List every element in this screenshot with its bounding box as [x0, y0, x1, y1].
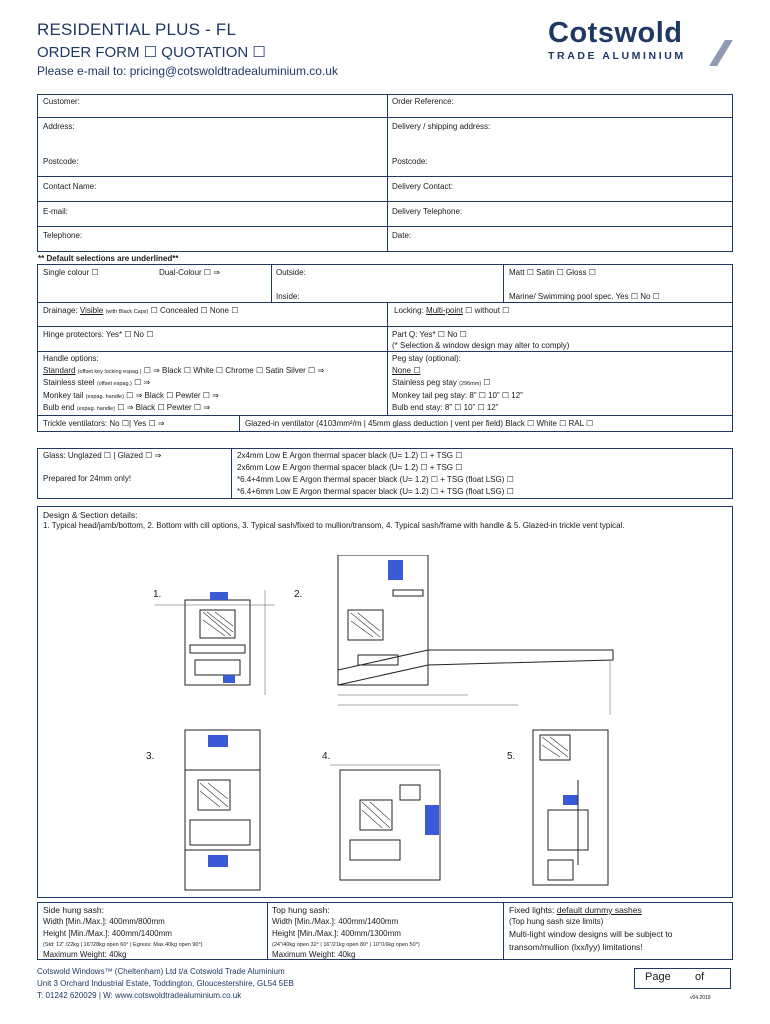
postcode-field[interactable]: Postcode:: [43, 157, 79, 166]
form-subtitle: ORDER FORM ☐ QUOTATION ☐: [37, 44, 266, 61]
fixed-lights-title: Fixed lights: default dummy sashes: [509, 905, 642, 915]
locking-options[interactable]: Locking: Multi-point ☐ without ☐: [394, 306, 510, 315]
handle-stainless-option[interactable]: Stainless steel (offset espag.) ☐ ⇒: [43, 378, 151, 387]
hinge-protectors-option[interactable]: Hinge protectors: Yes* ☐ No ☐: [43, 330, 154, 339]
company-logo-text: Cotswold: [548, 17, 683, 49]
side-hung-note: (Std: 12” /22kg | 16”/28kg open 60° | Egress: Max.40kg open 90°): [43, 942, 203, 948]
part-q-option[interactable]: Part Q: Yes* ☐ No ☐: [392, 330, 467, 339]
section-drawing-5: [518, 725, 618, 890]
delivery-postcode-field[interactable]: Postcode:: [392, 157, 428, 166]
address-field[interactable]: Address:: [43, 122, 75, 131]
side-hung-title: Side hung sash:: [43, 905, 104, 915]
glass-spec-2[interactable]: 2x6mm Low E Argon thermal spacer black (U= 1.2) ☐ + TSG ☐: [237, 463, 463, 472]
page-of-label: of: [695, 971, 705, 983]
top-hung-weight: Maximum Weight: 40kg: [272, 950, 356, 959]
contact-name-field[interactable]: Contact Name:: [43, 182, 97, 191]
glazed-vent-option[interactable]: Glazed-in ventilator (4103mm²/m | 45mm glass deduction | vent per field) Black ☐ White ☐ RAL ☐: [245, 419, 594, 428]
footer-address: Unit 3 Orchard Industrial Estate, Toddington, Gloucestershire, GL54 5EB: [37, 979, 294, 988]
email-field[interactable]: E-mail:: [43, 207, 68, 216]
telephone-field[interactable]: Telephone:: [43, 231, 83, 240]
peg-bulb-option[interactable]: Bulb end stay: 8” ☐ 10” ☐ 12”: [392, 403, 499, 412]
dual-colour-option[interactable]: Dual-Colour ☐ ⇒: [159, 268, 221, 277]
trickle-vent-option[interactable]: Trickle ventilators: No ☐| Yes ☐ ⇒: [43, 419, 165, 428]
fixed-lights-line3: transom/mullion (lxx/lyy) limitations!: [509, 942, 643, 952]
glass-spec-3[interactable]: *6.4+4mm Low E Argon thermal spacer black (U= 1.2) ☐ + TSG (float LSG) ☐: [237, 475, 514, 484]
customer-field[interactable]: Customer:: [43, 97, 80, 106]
handle-standard-option[interactable]: Standard (offset key locking espag.) ☐ ⇒ Black ☐ White ☐ Chrome ☐ Satin Silver ☐ ⇒: [43, 366, 325, 375]
order-reference-field[interactable]: Order Reference:: [392, 97, 454, 106]
section-label-5: 5.: [507, 751, 516, 762]
version-label: v04.2019: [690, 995, 711, 1001]
finish-options[interactable]: Matt ☐ Satin ☐ Gloss ☐: [509, 268, 596, 277]
section-drawing-4: [330, 760, 450, 890]
design-title: Design & Section details:: [43, 510, 138, 520]
peg-none-option[interactable]: None ☐: [392, 366, 421, 375]
company-logo-subtext: TRADE ALUMINIUM: [548, 50, 686, 62]
design-description: 1. Typical head/jamb/bottom, 2. Bottom with cill options, 3. Typical sash/fixed to mullion/transom, 4. Typical sash/frame with handle & 5. Glazed-in trickle vent typical.: [43, 521, 625, 530]
delivery-telephone-field[interactable]: Delivery Telephone:: [392, 207, 463, 216]
section-drawing-3: [170, 725, 280, 895]
logo-slash-icon: [709, 40, 733, 66]
delivery-address-field[interactable]: Delivery / shipping address:: [392, 122, 491, 131]
section-label-1: 1.: [153, 589, 162, 600]
prepared-note: Prepared for 24mm only!: [43, 474, 132, 483]
peg-stainless-option[interactable]: Stainless peg stay (296mm) ☐: [392, 378, 491, 387]
side-hung-height: Height [Min./Max.]: 400mm/1400mm: [43, 929, 172, 938]
outside-colour-field[interactable]: Outside:: [276, 268, 306, 277]
side-hung-weight: Maximum Weight: 40kg: [43, 950, 127, 959]
date-field[interactable]: Date:: [392, 231, 412, 240]
footer-company: Cotswold Windows™ (Cheltenham) Ltd t/a Cotswold Trade Aluminium: [37, 967, 285, 976]
glass-spec-1[interactable]: 2x4mm Low E Argon thermal spacer black (U= 1.2) ☐ + TSG ☐: [237, 451, 463, 460]
fixed-lights-line2: Multi-light window designs will be subject to: [509, 929, 673, 939]
section-drawing-1: [155, 580, 280, 705]
glass-spec-4[interactable]: *6.4+6mm Low E Argon thermal spacer black (U= 1.2) ☐ + TSG (float LSG) ☐: [237, 487, 514, 496]
part-q-note: (* Selection & window design may alter to comply): [392, 341, 570, 350]
section-label-2: 2.: [294, 589, 303, 600]
side-hung-width: Width [Min./Max.]: 400mm/800mm: [43, 917, 165, 926]
handle-options-title: Handle options:: [43, 354, 99, 363]
single-colour-option[interactable]: Single colour ☐: [43, 268, 99, 277]
section-label-4: 4.: [322, 751, 331, 762]
peg-stay-title: Peg stay (optional):: [392, 354, 461, 363]
top-hung-note: (24”/40kg open 32° | 16”/21kg open 80° | 10”/16kg open 50°): [272, 942, 420, 948]
peg-monkey-option[interactable]: Monkey tail peg stay: 8” ☐ 10” ☐ 12”: [392, 391, 523, 400]
defaults-note: ** Default selections are underlined**: [38, 254, 179, 263]
top-hung-height: Height [Min./Max.]: 400mm/1300mm: [272, 929, 401, 938]
handle-monkey-option[interactable]: Monkey tail (espag. handle) ☐ ⇒ Black ☐ Pewter ☐ ⇒: [43, 391, 219, 400]
glass-option[interactable]: Glass: Unglazed ☐ | Glazed ☐ ⇒: [43, 451, 162, 460]
section-drawing-2: [318, 555, 618, 725]
fixed-lights-line1: (Top hung sash size limits): [509, 917, 604, 926]
top-hung-title: Top hung sash:: [272, 905, 330, 915]
page-label: Page: [645, 971, 671, 983]
handle-bulb-option[interactable]: Bulb end (espag. handle) ☐ ⇒ Black ☐ Pewter ☐ ⇒: [43, 403, 211, 412]
section-label-3: 3.: [146, 751, 155, 762]
inside-colour-field[interactable]: Inside:: [276, 292, 300, 301]
top-hung-width: Width [Min./Max.]: 400mm/1400mm: [272, 917, 399, 926]
footer-contact: T: 01242 620029 | W: www.cotswoldtradealuminium.co.uk: [37, 991, 242, 1000]
marine-spec-option[interactable]: Marine/ Swimming pool spec. Yes ☐ No ☐: [509, 292, 660, 301]
form-title: RESIDENTIAL PLUS - FL: [37, 20, 237, 39]
email-instruction: Please e-mail to: pricing@cotswoldtradealuminium.co.uk: [37, 64, 338, 78]
delivery-contact-field[interactable]: Delivery Contact:: [392, 182, 453, 191]
drainage-options[interactable]: Drainage: Visible (with Black Caps) ☐ Concealed ☐ None ☐: [43, 306, 239, 315]
